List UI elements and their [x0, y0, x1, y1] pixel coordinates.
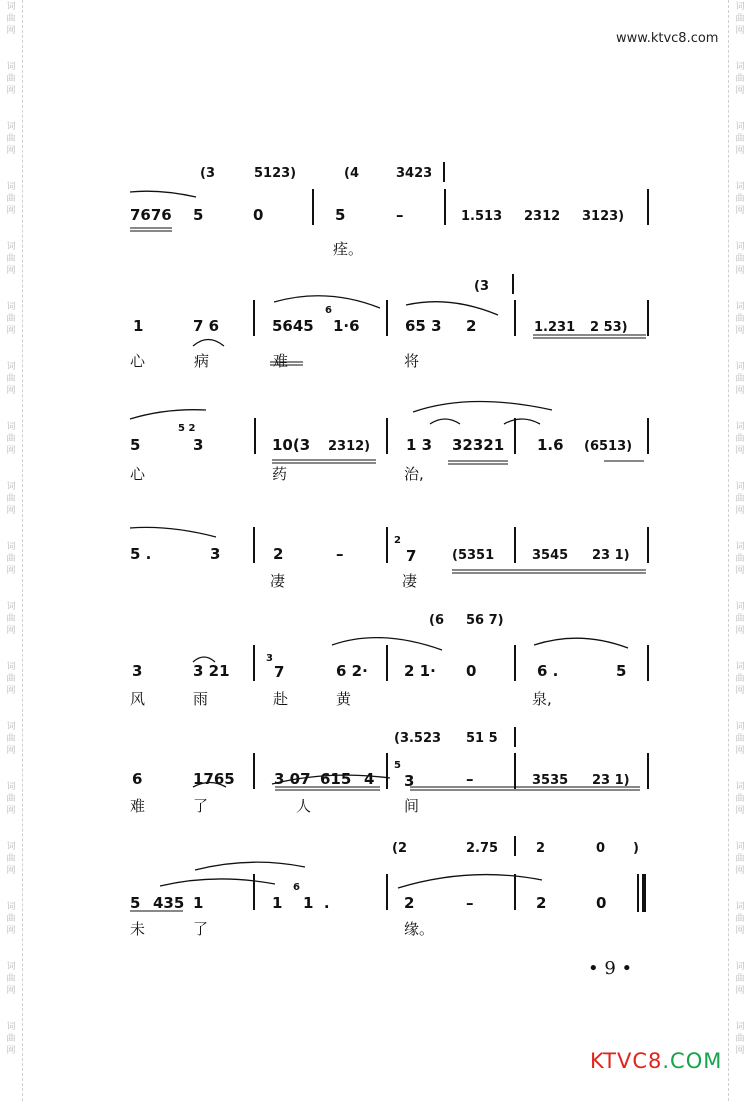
note: –	[466, 894, 474, 912]
barline	[514, 727, 516, 747]
watermark-glyph: 曲	[735, 674, 745, 684]
note: –	[336, 545, 344, 563]
barline	[312, 189, 314, 225]
note: 5 .	[130, 545, 152, 563]
barline	[386, 874, 388, 910]
watermark-glyph: 网	[6, 146, 16, 156]
watermark-glyph: 网	[6, 326, 16, 336]
watermark-glyph: 词	[6, 1022, 16, 1032]
note: 3	[132, 662, 143, 680]
watermark-glyph: 词	[735, 962, 745, 972]
note: 3123)	[582, 209, 625, 224]
watermark-glyph: 网	[6, 26, 16, 36]
grace-note: 5	[394, 760, 401, 771]
watermark-glyph: 网	[735, 326, 745, 336]
note: 5	[335, 206, 346, 224]
barline	[647, 753, 649, 789]
note: (5351	[452, 548, 495, 563]
watermark-glyph: 曲	[735, 794, 745, 804]
watermark-glyph: 曲	[6, 374, 16, 384]
barline	[512, 274, 514, 294]
watermark-glyph: 曲	[735, 254, 745, 264]
lyric: 病	[194, 352, 210, 370]
watermark-glyph: 曲	[735, 554, 745, 564]
note: 6	[132, 770, 143, 788]
watermark-glyph: 曲	[735, 914, 745, 924]
note: 6 .	[537, 662, 559, 680]
note: 23 1)	[592, 548, 630, 563]
note: 3	[210, 545, 221, 563]
note: 2312	[524, 209, 561, 224]
watermark-glyph: 曲	[6, 914, 16, 924]
watermark-glyph: 词	[735, 182, 745, 192]
watermark-glyph: 网	[6, 866, 16, 876]
watermark-glyph: 词	[6, 962, 16, 972]
watermark-glyph: 词	[735, 362, 745, 372]
grace-note: 6	[293, 882, 300, 893]
lyric: 了	[193, 797, 209, 815]
watermark-glyph: 词	[6, 482, 16, 492]
watermark-glyph: 曲	[735, 854, 745, 864]
lyric: 药	[272, 465, 288, 483]
watermark-glyph: 曲	[735, 434, 745, 444]
watermark-glyph: 曲	[735, 74, 745, 84]
watermark-glyph: 网	[735, 746, 745, 756]
note: 2 1·	[404, 662, 436, 680]
watermark-glyph: 词	[6, 2, 16, 12]
note: 32321	[452, 436, 505, 454]
barline	[647, 645, 649, 681]
note: 1 3	[406, 436, 433, 454]
cue-note: 5123)	[254, 166, 297, 181]
watermark-glyph: 网	[735, 446, 745, 456]
watermark-glyph: 网	[6, 506, 16, 516]
lyric: 未	[130, 920, 146, 938]
watermark-glyph: 网	[735, 686, 745, 696]
logo-part-com: .COM	[662, 1049, 723, 1073]
lyric: 难	[130, 797, 146, 815]
barline	[514, 645, 516, 681]
watermark-glyph: 曲	[735, 134, 745, 144]
watermark-glyph: 曲	[6, 134, 16, 144]
watermark-glyph: 词	[6, 62, 16, 72]
watermark-glyph: 曲	[6, 974, 16, 984]
watermark-glyph: 词	[735, 782, 745, 792]
note: 2	[536, 894, 547, 912]
cue-note: (4	[344, 166, 359, 181]
barline	[254, 418, 256, 454]
watermark-glyph: 词	[735, 902, 745, 912]
barline	[514, 300, 516, 336]
note: 4	[364, 770, 375, 788]
watermark-glyph: 曲	[735, 374, 745, 384]
lyric: 难	[273, 352, 289, 370]
watermark-glyph: 词	[735, 1022, 745, 1032]
watermark-glyph: 网	[6, 626, 16, 636]
barline	[386, 753, 388, 789]
barline	[514, 527, 516, 563]
grace-note: 5 2	[178, 423, 196, 434]
barline	[444, 189, 446, 225]
note: 7	[406, 547, 417, 565]
lyric: 间	[404, 797, 420, 815]
lyric: 泉,	[532, 690, 552, 708]
watermark-glyph: 曲	[6, 614, 16, 624]
note: 1	[193, 894, 204, 912]
barline	[443, 162, 445, 182]
note: 3 07	[274, 770, 311, 788]
lyric: 凄	[402, 572, 418, 590]
cue-note: 3423	[396, 166, 433, 181]
watermark-glyph: 曲	[6, 314, 16, 324]
watermark-glyph: 曲	[735, 494, 745, 504]
watermark-glyph: 词	[735, 842, 745, 852]
barline	[253, 300, 255, 336]
watermark-glyph: 词	[6, 602, 16, 612]
watermark-glyph: 曲	[6, 554, 16, 564]
watermark-glyph: 曲	[6, 854, 16, 864]
lyric: 缘。	[404, 920, 435, 938]
barline	[386, 300, 388, 336]
watermark-glyph: 曲	[735, 194, 745, 204]
watermark-glyph: 曲	[735, 14, 745, 24]
watermark-glyph: 网	[735, 626, 745, 636]
watermark-glyph: 词	[735, 722, 745, 732]
lyric: 将	[404, 352, 420, 370]
lyric: 治,	[404, 465, 424, 483]
watermark-glyph: 网	[6, 446, 16, 456]
barline	[386, 527, 388, 563]
watermark-glyph: 词	[6, 422, 16, 432]
watermark-glyph: 词	[735, 242, 745, 252]
watermark-glyph: 词	[6, 182, 16, 192]
note: 615	[320, 770, 352, 788]
cue-note: 2	[536, 841, 546, 856]
note: 6 2·	[336, 662, 368, 680]
page-number: • 9 •	[588, 958, 633, 979]
watermark-glyph: 词	[735, 482, 745, 492]
note: 435	[153, 894, 185, 912]
watermark-glyph: 词	[6, 242, 16, 252]
watermark-glyph: 网	[735, 806, 745, 816]
watermark-glyph: 网	[735, 86, 745, 96]
watermark-glyph: 曲	[6, 494, 16, 504]
watermark-glyph: 词	[6, 662, 16, 672]
watermark-glyph: 曲	[6, 14, 16, 24]
watermark-glyph: 词	[6, 782, 16, 792]
note: 7 6	[193, 317, 220, 335]
watermark-glyph: 词	[735, 122, 745, 132]
watermark-glyph: 网	[6, 926, 16, 936]
cue-note: (2	[392, 841, 407, 856]
note: 1765	[193, 770, 235, 788]
cue-note: 51 5	[466, 731, 498, 746]
cue-note: (3.523	[394, 731, 442, 746]
watermark-glyph: 网	[6, 386, 16, 396]
note: 10(3	[272, 436, 311, 454]
cue-note: )	[633, 841, 639, 856]
watermark-glyph: 曲	[6, 434, 16, 444]
watermark-glyph: 网	[6, 206, 16, 216]
barline	[253, 874, 255, 910]
watermark-glyph: 曲	[735, 734, 745, 744]
barline	[514, 836, 516, 856]
note: 3535	[532, 773, 569, 788]
note: 5645	[272, 317, 314, 335]
watermark-glyph: 曲	[6, 194, 16, 204]
lyric: 痊。	[333, 240, 364, 258]
site-logo	[590, 1049, 722, 1073]
barline	[386, 418, 388, 454]
watermark-glyph: 网	[6, 1046, 16, 1056]
watermark-glyph: 网	[735, 566, 745, 576]
note: 7676	[130, 206, 172, 224]
barline	[647, 527, 649, 563]
lyric: 赴	[273, 690, 289, 708]
note: 2	[273, 545, 284, 563]
barline	[253, 527, 255, 563]
note: 3 21	[193, 662, 230, 680]
barline	[647, 189, 649, 225]
watermark-glyph: 网	[6, 746, 16, 756]
watermark-glyph: 词	[735, 422, 745, 432]
watermark-glyph: 曲	[6, 794, 16, 804]
barline	[514, 418, 516, 454]
note: 5	[193, 206, 204, 224]
barline	[647, 418, 649, 454]
watermark-glyph: 词	[735, 2, 745, 12]
cue-note: 56 7)	[466, 613, 504, 628]
cue-note: (3	[200, 166, 215, 181]
barline	[514, 753, 516, 789]
note: –	[396, 206, 404, 224]
note: 65 3	[405, 317, 442, 335]
lyric: 心	[130, 352, 146, 370]
note: 2312)	[328, 439, 371, 454]
note: 3	[404, 772, 415, 790]
watermark-glyph: 词	[735, 602, 745, 612]
note: 2	[466, 317, 477, 335]
watermark-glyph: 词	[6, 122, 16, 132]
note: 3545	[532, 548, 569, 563]
watermark-glyph: 词	[6, 542, 16, 552]
note: 0	[596, 894, 607, 912]
lyric: 雨	[193, 690, 209, 708]
cue-note: (6	[429, 613, 444, 628]
watermark-glyph: 曲	[6, 1034, 16, 1044]
watermark-glyph: 词	[6, 362, 16, 372]
note: 1.6	[537, 436, 564, 454]
grace-note: 2	[394, 535, 401, 546]
watermark-glyph: 网	[735, 266, 745, 276]
note: 2 53)	[590, 320, 628, 335]
watermark-glyph: 词	[735, 542, 745, 552]
note: (6513)	[584, 439, 633, 454]
watermark-glyph: 词	[6, 722, 16, 732]
watermark-glyph: 曲	[6, 734, 16, 744]
watermark-glyph: 词	[6, 302, 16, 312]
final-barline	[642, 874, 646, 912]
cue-note: 0	[596, 841, 606, 856]
watermark-glyph: 网	[735, 146, 745, 156]
note: 5	[616, 662, 627, 680]
watermark-glyph: 词	[735, 302, 745, 312]
note: 0	[466, 662, 477, 680]
watermark-glyph: 曲	[6, 674, 16, 684]
note: 1 .	[303, 894, 330, 912]
note: 2	[404, 894, 415, 912]
barline	[386, 645, 388, 681]
watermark-glyph: 网	[6, 266, 16, 276]
watermark-glyph: 网	[735, 1046, 745, 1056]
watermark-glyph: 曲	[735, 974, 745, 984]
note: –	[466, 770, 474, 788]
watermark-glyph: 网	[6, 86, 16, 96]
lyric: 黄	[336, 690, 352, 708]
watermark-glyph: 曲	[735, 314, 745, 324]
barline	[514, 874, 516, 910]
final-barline-thin	[637, 874, 639, 912]
watermark-glyph: 网	[6, 806, 16, 816]
grace-note: 3	[266, 653, 273, 664]
note: 5	[130, 894, 141, 912]
watermark-glyph: 网	[735, 386, 745, 396]
watermark-glyph: 词	[6, 842, 16, 852]
lyric: 风	[130, 690, 146, 708]
barline	[253, 753, 255, 789]
watermark-glyph: 网	[6, 986, 16, 996]
note: 1.513	[461, 209, 503, 224]
watermark-glyph: 网	[735, 506, 745, 516]
note: 3	[193, 436, 204, 454]
watermark-glyph: 网	[735, 866, 745, 876]
lyric: 心	[130, 465, 146, 483]
note: 1.231	[534, 320, 576, 335]
watermark-glyph: 网	[6, 566, 16, 576]
logo-part-ktvc8: KTVC8	[590, 1049, 663, 1073]
lyric: 人	[296, 797, 312, 815]
site-url: www.ktvc8.com	[616, 31, 719, 46]
watermark-glyph: 曲	[735, 614, 745, 624]
cue-note: 2.75	[466, 841, 499, 856]
watermark-glyph: 网	[735, 26, 745, 36]
grace-note: 6	[325, 305, 332, 316]
watermark-glyph: 曲	[735, 1034, 745, 1044]
watermark-glyph: 网	[735, 926, 745, 936]
note: 5	[130, 436, 141, 454]
barline	[253, 645, 255, 681]
watermark-glyph: 网	[735, 986, 745, 996]
lyric: 凄	[270, 572, 286, 590]
watermark-glyph: 曲	[6, 74, 16, 84]
watermark-glyph: 曲	[6, 254, 16, 264]
note: 7	[274, 663, 285, 681]
watermark-glyph: 词	[735, 62, 745, 72]
watermark-glyph: 词	[735, 662, 745, 672]
note: 0	[253, 206, 264, 224]
lyric: 了	[193, 920, 209, 938]
barline	[647, 300, 649, 336]
note: 1·6	[333, 317, 360, 335]
watermark-glyph: 词	[6, 902, 16, 912]
note: 1	[272, 894, 283, 912]
note: 23 1)	[592, 773, 630, 788]
note: 1	[133, 317, 144, 335]
watermark-glyph: 网	[6, 686, 16, 696]
cue-note: (3	[474, 279, 489, 294]
watermark-glyph: 网	[735, 206, 745, 216]
